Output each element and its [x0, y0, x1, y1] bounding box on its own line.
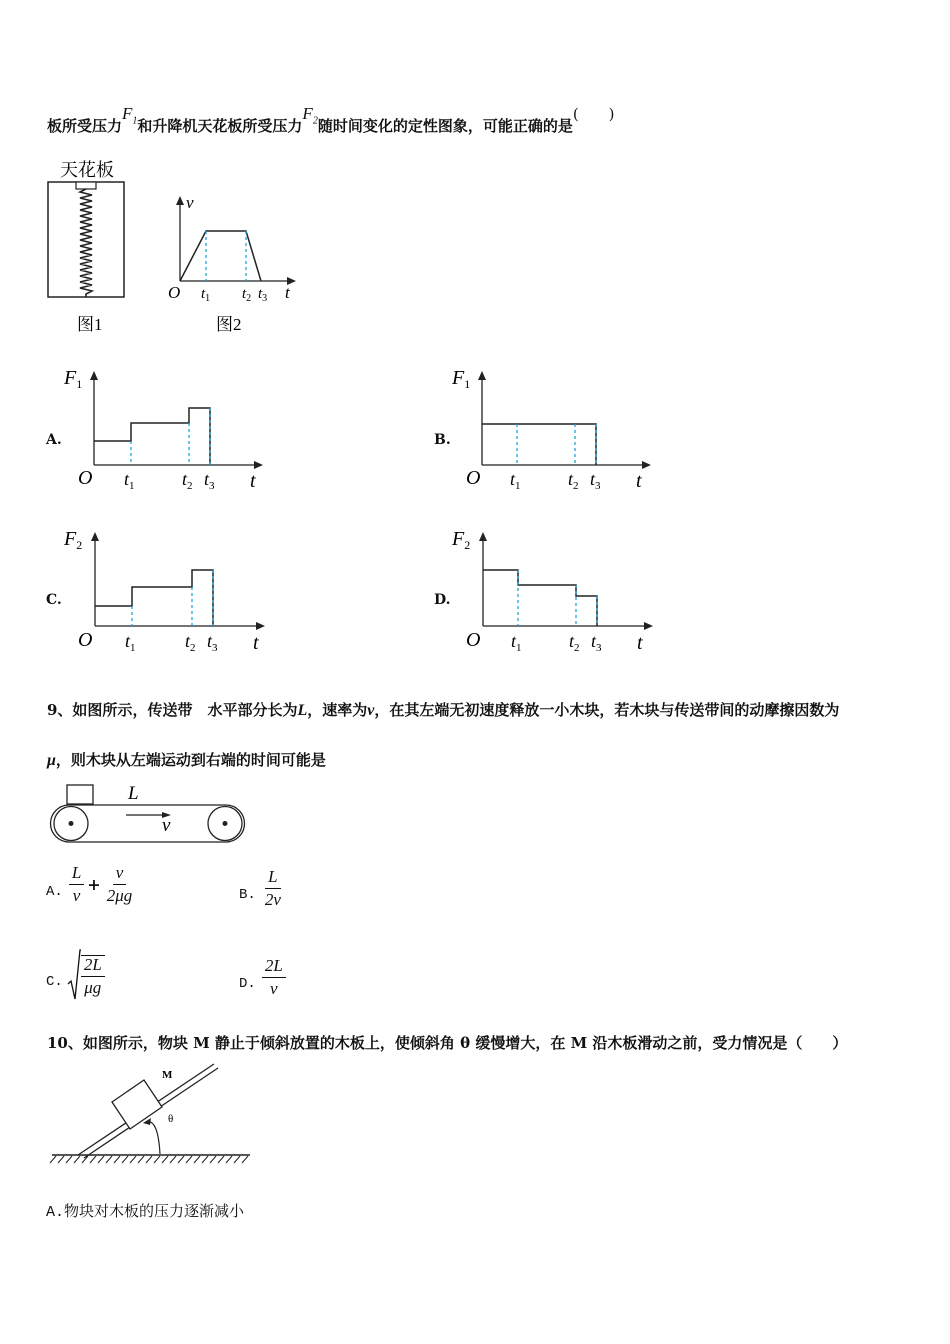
- q9-option-a-frac2: [104, 864, 136, 905]
- q9-text-a: 9、如图所示，传送带 水平部分长为: [47, 701, 298, 719]
- q8-option-c-graph[interactable]: [60, 523, 280, 658]
- q8-figures: [40, 150, 310, 340]
- q9-option-a-letter: A.: [46, 883, 63, 900]
- q9-option-d-frac: [262, 957, 286, 998]
- graph-d-t2: $t_2$: [569, 631, 580, 654]
- q8-stem-part2: 和升降机天花板所受压力: [137, 117, 303, 135]
- conveyor-L-label: L: [128, 783, 139, 804]
- q9-symbol-L: L: [297, 702, 308, 719]
- q9-option-b-frac: [262, 868, 284, 909]
- q9-text-d: ，则木块从左端运动到右端的时间可能是: [55, 751, 326, 769]
- graph-c-t2: $t_2$: [185, 631, 196, 654]
- graph-a-t1: $t_1$: [124, 469, 135, 492]
- q9-option-d[interactable]: [239, 957, 286, 998]
- q9-stem-line2: [47, 749, 326, 770]
- frac-denominator: 2μg: [106, 886, 133, 905]
- q9-option-a-plus: +: [87, 875, 101, 894]
- conveyor-v-label: v: [162, 815, 171, 836]
- q8-option-a-letter[interactable]: A.: [46, 432, 62, 448]
- q8-stem: [47, 103, 615, 143]
- fig2-v-label: v: [186, 193, 194, 212]
- graph-c-t1: $t_1$: [125, 631, 136, 654]
- q8-option-a-graph[interactable]: [60, 362, 280, 497]
- conveyor-block: [67, 785, 93, 804]
- q9-conveyor-figure: [44, 780, 254, 848]
- q10-stem: 10、如图所示，物块 M 静止于倾斜放置的木板上，使倾斜角 θ 缓慢增大，在 M 沿木板滑动之前，受力情况是（ ）: [47, 1034, 848, 1052]
- graph-c-ylabel: $F_2$: [64, 528, 83, 552]
- q8-option-d-letter[interactable]: D.: [434, 592, 451, 608]
- fig2-t2-label: $t_2$: [242, 286, 252, 304]
- angle-arc: [146, 1122, 160, 1154]
- q8-F2-symbol: $F_2$: [302, 104, 318, 127]
- graph-c-t3: $t_3$: [207, 631, 218, 654]
- conveyor-right-axle: [223, 821, 228, 826]
- graph-b-t-label: t: [636, 470, 642, 492]
- frac-denominator: 2v: [264, 890, 281, 909]
- graph-a-t3: $t_3$: [204, 469, 215, 492]
- frac-numerator: 2L: [81, 956, 105, 977]
- q9-text-c: ，在其左端无初速度释放一小木块，若木块与传送带间的动摩擦因数为: [374, 701, 840, 719]
- fig2-t1-label: $t_1$: [201, 286, 211, 304]
- frac-numerator: L: [265, 868, 280, 889]
- q8-option-d-graph[interactable]: [448, 523, 668, 658]
- q9-option-c-letter: C.: [46, 974, 63, 990]
- graph-d-t-label: t: [637, 632, 643, 654]
- graph-a-t2: $t_2$: [182, 469, 193, 492]
- graph-b-origin: O: [466, 467, 481, 489]
- graph-c-x-arrow: [256, 622, 265, 630]
- fig1-ceiling-label: 天花板: [60, 160, 114, 180]
- q9-option-a-frac1: [69, 864, 84, 905]
- fig1-spring: [80, 189, 92, 297]
- q9-symbol-v: v: [367, 702, 375, 719]
- q9-stem-line1: [47, 699, 839, 720]
- frac-denominator: μg: [84, 978, 102, 997]
- frac-numerator: 2L: [262, 957, 286, 978]
- q9-option-c-frac: [81, 955, 105, 997]
- graph-d-curve: [483, 570, 597, 626]
- conveyor-left-axle: [69, 821, 74, 826]
- q9-option-c[interactable]: [46, 948, 105, 1002]
- graph-d-y-arrow: [479, 532, 487, 541]
- graph-a-ylabel: $F_1$: [64, 367, 83, 391]
- graph-b-curve: [482, 424, 596, 465]
- q9-option-a[interactable]: [46, 864, 135, 905]
- fig2-v-arrow: [176, 196, 184, 205]
- q9-option-b-letter: B.: [239, 886, 256, 903]
- q8-option-b-letter[interactable]: B.: [434, 432, 451, 448]
- q9-option-d-letter: D.: [239, 975, 256, 992]
- angle-theta-label: θ: [168, 1113, 174, 1125]
- fig2-caption: 图2: [216, 315, 242, 334]
- graph-d-t1: $t_1$: [511, 631, 522, 654]
- graph-b-ylabel: $F_1$: [452, 367, 471, 391]
- fig2-origin: O: [168, 283, 181, 302]
- fig1-caption: 图1: [77, 315, 103, 334]
- q9-text-b: ，速率为: [307, 701, 368, 719]
- q10-option-a[interactable]: A.物块对木板的压力逐渐减小: [46, 1204, 245, 1221]
- graph-d-x-arrow: [644, 622, 653, 630]
- q9-symbol-mu: μ: [47, 752, 56, 769]
- graph-c-origin: O: [78, 629, 93, 651]
- graph-b-t2: $t_2$: [568, 469, 579, 492]
- fig2-t-label: t: [285, 283, 290, 302]
- fig2-t3-label: $t_3$: [258, 286, 268, 304]
- sqrt-sign: [67, 948, 81, 1002]
- graph-a-curve: [94, 408, 210, 465]
- frac-denominator: v: [270, 979, 278, 998]
- q8-stem-part3: 随时间变化的定性图象，可能正确的是: [317, 117, 573, 135]
- block-M-label: M: [162, 1069, 173, 1081]
- frac-numerator: v: [113, 864, 127, 885]
- graph-d-ylabel: $F_2$: [452, 528, 471, 552]
- graph-a-x-arrow: [254, 461, 263, 469]
- q8-F1-symbol: $F_1$: [122, 104, 138, 127]
- fig2-velocity-curve: [180, 231, 261, 281]
- graph-c-curve: [95, 570, 213, 626]
- q8-answer-paren: ( ): [572, 105, 615, 123]
- frac-numerator: L: [69, 864, 84, 885]
- q8-option-c-letter[interactable]: C.: [46, 592, 62, 608]
- graph-c-y-arrow: [91, 532, 99, 541]
- graph-b-x-arrow: [642, 461, 651, 469]
- graph-b-t3: $t_3$: [590, 469, 601, 492]
- ground-hatching: [50, 1156, 248, 1163]
- graph-a-y-arrow: [90, 371, 98, 380]
- graph-a-origin: O: [78, 467, 93, 489]
- q8-option-b-graph[interactable]: [448, 362, 668, 497]
- graph-c-t-label: t: [253, 632, 259, 654]
- graph-d-t3: $t_3$: [591, 631, 602, 654]
- frac-denominator: v: [72, 886, 81, 905]
- q9-option-b[interactable]: [239, 868, 284, 909]
- q10-incline-figure: [48, 1060, 258, 1170]
- graph-b-y-arrow: [478, 371, 486, 380]
- fig1-spring-mount: [76, 182, 96, 189]
- graph-b-t1: $t_1$: [510, 469, 521, 492]
- q8-stem-part1: 板所受压力: [47, 117, 123, 135]
- graph-a-t-label: t: [250, 470, 256, 492]
- graph-d-origin: O: [466, 629, 481, 651]
- block-M: [112, 1080, 162, 1129]
